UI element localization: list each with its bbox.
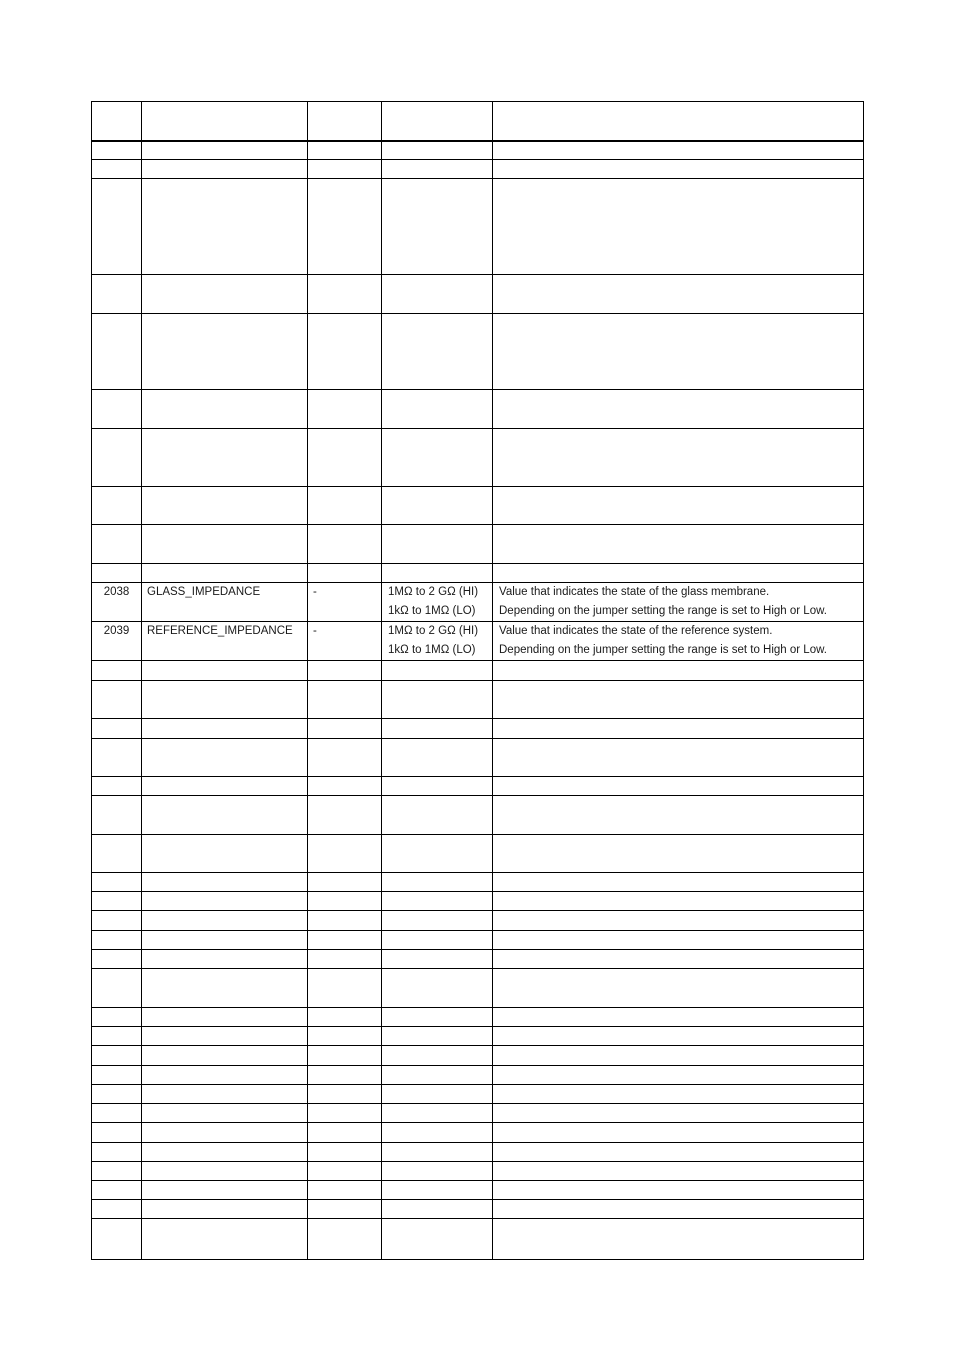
table-cell [308, 1046, 382, 1066]
table-cell [308, 160, 382, 179]
range-hi-text: 1MΩ to 2 GΩ (HI) [388, 586, 479, 598]
table-cell [382, 835, 493, 873]
table-cell [382, 1066, 493, 1085]
table-cell [308, 1104, 382, 1123]
table-cell [142, 950, 308, 969]
table-cell [92, 892, 142, 911]
table-cell [142, 1143, 308, 1162]
table-cell [142, 1008, 308, 1027]
table-cell [382, 892, 493, 911]
table-cell [493, 911, 864, 931]
table-cell [308, 275, 382, 314]
description-line-2: Depending on the jumper setting the range is set to High or Low. [499, 644, 827, 656]
table-cell [308, 681, 382, 719]
table-cell [92, 1104, 142, 1123]
table-cell [92, 950, 142, 969]
table-row [92, 1219, 864, 1260]
table-cell [142, 141, 308, 160]
header-cell [142, 102, 308, 141]
table-row [92, 487, 864, 525]
table-cell [382, 1008, 493, 1027]
table-cell [308, 719, 382, 739]
table-cell [382, 1219, 493, 1260]
table-cell [142, 1181, 308, 1200]
table-cell [308, 931, 382, 950]
table-row [92, 1123, 864, 1143]
table-cell [92, 525, 142, 564]
table-row [92, 892, 864, 911]
table-row [92, 429, 864, 487]
table-row [92, 141, 864, 160]
description-line-1: Value that indicates the state of the reference system. [499, 625, 773, 637]
table-cell [142, 564, 308, 583]
table-row [92, 1143, 864, 1162]
table-cell [382, 1181, 493, 1200]
index-cell: 2039 [92, 622, 142, 661]
table-cell [308, 141, 382, 160]
table-cell [382, 1200, 493, 1219]
table-cell [142, 429, 308, 487]
table-cell [308, 796, 382, 835]
table-cell [142, 390, 308, 429]
table-cell [92, 1181, 142, 1200]
table-cell [493, 719, 864, 739]
table-row [92, 911, 864, 931]
table-cell [92, 390, 142, 429]
table-cell [92, 179, 142, 275]
table-cell [382, 141, 493, 160]
parameter-name-cell: GLASS_IMPEDANCE [142, 583, 308, 622]
table-cell [142, 275, 308, 314]
table-cell [308, 1085, 382, 1104]
table-cell [92, 141, 142, 160]
range-cell [382, 583, 493, 622]
table-cell [92, 1085, 142, 1104]
table-cell [92, 661, 142, 681]
table-cell [92, 1219, 142, 1260]
table-cell [308, 969, 382, 1008]
unit-cell: - [308, 622, 382, 661]
table-cell [382, 179, 493, 275]
table-row [92, 739, 864, 777]
table-cell [493, 487, 864, 525]
table-cell [92, 160, 142, 179]
table-cell [382, 1162, 493, 1181]
table-cell [382, 487, 493, 525]
table-header-row [92, 102, 864, 141]
table-row [92, 681, 864, 719]
header-cell [92, 102, 142, 141]
table-cell [493, 1027, 864, 1046]
table-cell [142, 1162, 308, 1181]
table-row [92, 179, 864, 275]
table-row [92, 931, 864, 950]
table-cell [493, 777, 864, 796]
table-cell [382, 429, 493, 487]
table-cell [493, 739, 864, 777]
table-cell [142, 892, 308, 911]
table-cell [92, 429, 142, 487]
table-row [92, 719, 864, 739]
table-cell [382, 873, 493, 892]
table-row [92, 564, 864, 583]
table-cell [382, 1104, 493, 1123]
table-cell [92, 1027, 142, 1046]
table-cell [308, 1200, 382, 1219]
table-row-reference-impedance [92, 622, 864, 661]
table-row [92, 1162, 864, 1181]
table-cell [382, 719, 493, 739]
table-cell [493, 1200, 864, 1219]
header-cell [382, 102, 493, 141]
table-cell [308, 777, 382, 796]
table-cell [92, 681, 142, 719]
table-cell [308, 911, 382, 931]
table-cell [308, 1181, 382, 1200]
table-cell [493, 681, 864, 719]
table-cell [142, 1123, 308, 1143]
table-cell [92, 739, 142, 777]
unit-cell: - [308, 583, 382, 622]
table-cell [142, 661, 308, 681]
table-cell [382, 661, 493, 681]
table-cell [142, 796, 308, 835]
table-cell [308, 739, 382, 777]
table-row [92, 1046, 864, 1066]
table-cell [382, 564, 493, 583]
table-row [92, 969, 864, 1008]
table-cell [308, 873, 382, 892]
table-row [92, 1200, 864, 1219]
table-cell [382, 525, 493, 564]
table-row [92, 873, 864, 892]
table-cell [142, 314, 308, 390]
table-cell [92, 314, 142, 390]
table-cell [142, 160, 308, 179]
table-cell [142, 487, 308, 525]
table-cell [382, 1143, 493, 1162]
table-cell [493, 1123, 864, 1143]
table-cell [308, 525, 382, 564]
table-row [92, 1104, 864, 1123]
table-cell [308, 1123, 382, 1143]
table-cell [142, 1200, 308, 1219]
table-cell [92, 796, 142, 835]
table-cell [142, 1046, 308, 1066]
table-cell [493, 931, 864, 950]
header-cell [308, 102, 382, 141]
table-cell [92, 931, 142, 950]
table-cell [92, 1008, 142, 1027]
table-cell [308, 1008, 382, 1027]
table-cell [308, 179, 382, 275]
table-cell [493, 892, 864, 911]
table-cell [92, 487, 142, 525]
table-cell [493, 1181, 864, 1200]
table-cell [142, 911, 308, 931]
table-cell [493, 969, 864, 1008]
table-cell [382, 796, 493, 835]
table-cell [142, 873, 308, 892]
table-cell [92, 911, 142, 931]
table-cell [382, 390, 493, 429]
table-cell [308, 1066, 382, 1085]
table-cell [493, 390, 864, 429]
table-cell [308, 390, 382, 429]
table-cell [92, 1200, 142, 1219]
description-line-1: Value that indicates the state of the glass membrane. [499, 586, 770, 598]
table-cell [382, 1027, 493, 1046]
table-cell [92, 1162, 142, 1181]
table-cell [308, 1162, 382, 1181]
description-line-2: Depending on the jumper setting the range is set to High or Low. [499, 605, 827, 617]
table-cell [142, 681, 308, 719]
table-cell [308, 835, 382, 873]
table-cell [142, 1066, 308, 1085]
description-cell [493, 583, 864, 622]
table-cell [142, 525, 308, 564]
table-row [92, 160, 864, 179]
table-cell [308, 314, 382, 390]
table-cell [493, 160, 864, 179]
table-cell [92, 835, 142, 873]
table-cell [308, 661, 382, 681]
range-hi-text: 1MΩ to 2 GΩ (HI) [388, 625, 479, 637]
table-cell [142, 835, 308, 873]
table-cell [92, 873, 142, 892]
parameter-table [91, 101, 864, 1260]
table-row [92, 1085, 864, 1104]
table-cell [142, 931, 308, 950]
table-cell [493, 1008, 864, 1027]
table-cell [92, 777, 142, 796]
table-cell [493, 525, 864, 564]
table-cell [308, 950, 382, 969]
table-row [92, 1181, 864, 1200]
table-cell [142, 739, 308, 777]
table-cell [142, 969, 308, 1008]
parameter-name-cell: REFERENCE_IMPEDANCE [142, 622, 308, 661]
table-cell [493, 1143, 864, 1162]
table-cell [142, 1085, 308, 1104]
table-cell [308, 1219, 382, 1260]
table-row-glass-impedance [92, 583, 864, 622]
table-cell [382, 160, 493, 179]
table-cell [92, 1143, 142, 1162]
table-cell [493, 141, 864, 160]
range-lo-text: 1kΩ to 1MΩ (LO) [388, 605, 476, 617]
table-cell [493, 873, 864, 892]
table-cell [493, 950, 864, 969]
table-cell [382, 275, 493, 314]
table-row [92, 275, 864, 314]
table-cell [382, 681, 493, 719]
table-cell [493, 314, 864, 390]
table-cell [308, 429, 382, 487]
table-cell [308, 1143, 382, 1162]
table-cell [92, 1066, 142, 1085]
table-cell [382, 969, 493, 1008]
table-row [92, 314, 864, 390]
table-cell [308, 892, 382, 911]
table-cell [493, 796, 864, 835]
range-cell [382, 622, 493, 661]
table-cell [493, 1162, 864, 1181]
table-cell [308, 564, 382, 583]
table-cell [92, 564, 142, 583]
table-cell [382, 1085, 493, 1104]
table-cell [382, 739, 493, 777]
table-cell [92, 969, 142, 1008]
table-cell [382, 911, 493, 931]
table-row [92, 661, 864, 681]
table-cell [382, 950, 493, 969]
table-cell [382, 1046, 493, 1066]
table-row [92, 1066, 864, 1085]
table-row [92, 525, 864, 564]
table-cell [493, 179, 864, 275]
table-cell [142, 1104, 308, 1123]
table-cell [308, 1027, 382, 1046]
table-cell [382, 314, 493, 390]
table-cell [493, 1219, 864, 1260]
index-cell: 2038 [92, 583, 142, 622]
table-cell [493, 1085, 864, 1104]
table-row [92, 835, 864, 873]
header-cell [493, 102, 864, 141]
table-cell [493, 835, 864, 873]
description-cell [493, 622, 864, 661]
table-cell [92, 1123, 142, 1143]
range-lo-text: 1kΩ to 1MΩ (LO) [388, 644, 476, 656]
table-cell [493, 1066, 864, 1085]
table-cell [493, 1104, 864, 1123]
table-cell [493, 1046, 864, 1066]
table-cell [308, 487, 382, 525]
table-row [92, 796, 864, 835]
table-cell [142, 179, 308, 275]
table-row [92, 1008, 864, 1027]
table-cell [142, 1027, 308, 1046]
table-cell [92, 275, 142, 314]
table-cell [142, 1219, 308, 1260]
table-row [92, 390, 864, 429]
table-row [92, 1027, 864, 1046]
table-cell [142, 719, 308, 739]
table-cell [142, 777, 308, 796]
table-cell [382, 1123, 493, 1143]
table-cell [493, 661, 864, 681]
table-row [92, 950, 864, 969]
table-cell [382, 777, 493, 796]
table-cell [92, 719, 142, 739]
table-cell [382, 931, 493, 950]
table-cell [493, 275, 864, 314]
table-cell [92, 1046, 142, 1066]
table-cell [493, 564, 864, 583]
table-cell [493, 429, 864, 487]
table-row [92, 777, 864, 796]
